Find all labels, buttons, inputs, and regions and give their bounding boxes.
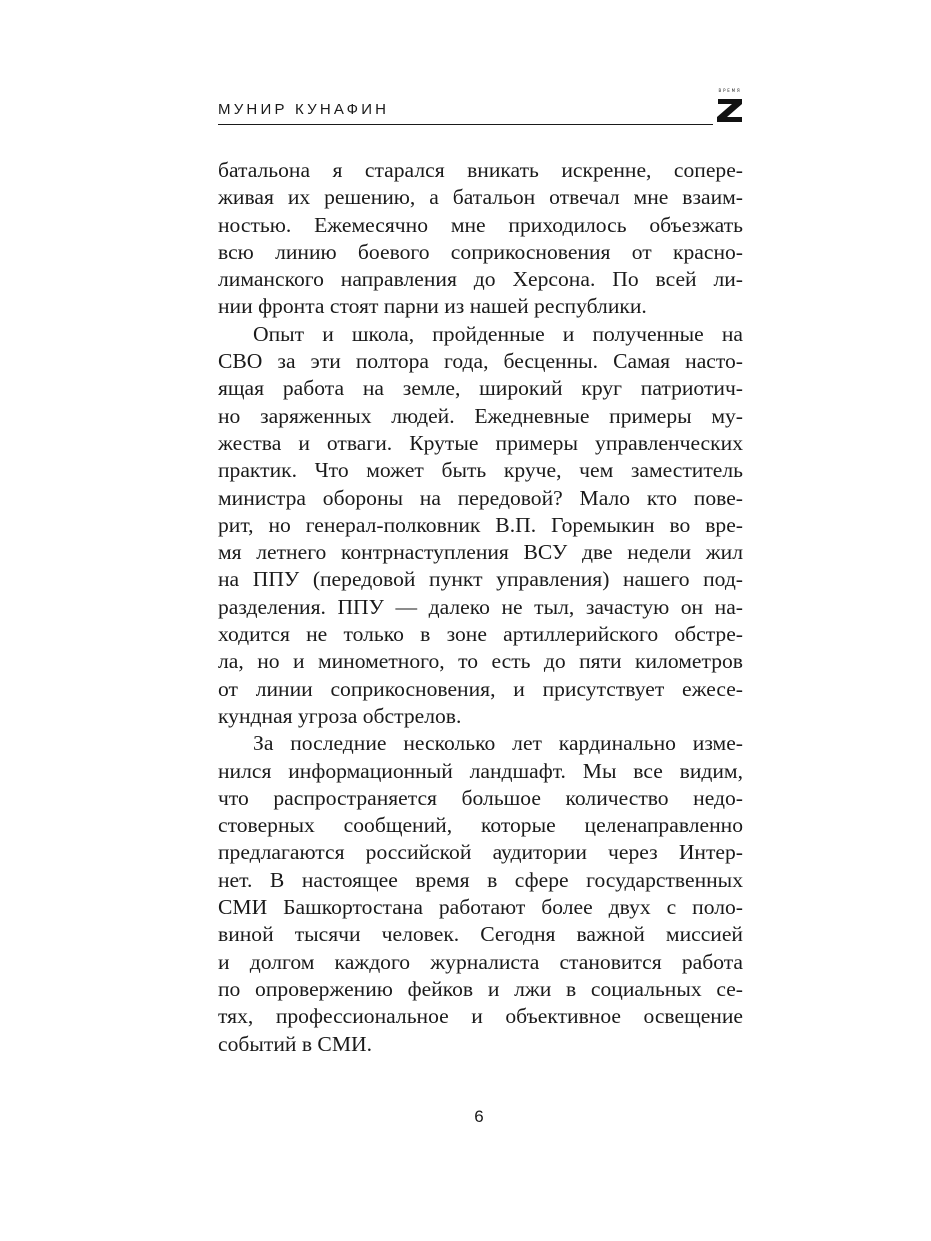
text-line: За последние несколько лет кардинально изме- xyxy=(253,731,743,756)
logo-caption: ВРЕМЯ xyxy=(718,88,742,93)
text-line: ла, но и минометного, то есть до пяти километров xyxy=(218,649,743,674)
text-line: нии фронта стоят парни из нашей республики. xyxy=(218,294,647,319)
text-line: что распространяется большое количество недо- xyxy=(218,785,743,810)
text-line: живая их решению, а батальон отвечал мне взаим- xyxy=(218,185,743,210)
text-line: лиманского направления до Херсона. По всей ли- xyxy=(218,267,743,292)
publisher-logo xyxy=(715,88,745,128)
text-line: всю линию боевого соприкосновения от красно- xyxy=(218,239,743,264)
text-line: мя летнего контрнаступления ВСУ две недели жил xyxy=(218,540,743,565)
text-line: СВО за эти полтора года, бесценны. Самая насто- xyxy=(218,349,743,374)
text-line: разделения. ППУ — далеко не тыл, зачастую он на- xyxy=(218,594,743,619)
text-line: министра обороны на передовой? Мало кто пове- xyxy=(218,485,743,510)
text-line: ностью. Ежемесячно мне приходилось объезжать xyxy=(218,212,743,237)
text-line: практик. Что может быть круче, чем заместитель xyxy=(218,458,743,483)
author-name: МУНИР КУНАФИН xyxy=(218,101,390,118)
text-line: по опровержению фейков и лжи в социальных се- xyxy=(218,976,743,1001)
text-line: на ППУ (передовой пункт управления) нашего под- xyxy=(218,567,743,592)
text-line: событий в СМИ. xyxy=(218,1031,373,1056)
text-line: ящая работа на земле, широкий круг патриотич- xyxy=(218,376,743,401)
text-line: жества и отваги. Крутые примеры управленческих xyxy=(218,430,743,455)
text-line: нет. В настоящее время в сфере государственных xyxy=(218,867,743,892)
text-line: виной тысячи человек. Сегодня важной миссией xyxy=(218,922,743,947)
body-text xyxy=(218,157,743,1058)
text-line: стоверных сообщений, которые целенаправленно xyxy=(218,813,743,838)
z-logo-icon xyxy=(715,96,745,124)
text-line: Опыт и школа, пройденные и полученные на xyxy=(253,321,743,346)
text-line: и долгом каждого журналиста становится работа xyxy=(218,949,743,974)
page-number: 6 xyxy=(474,1107,484,1126)
running-head xyxy=(218,88,743,130)
text-line: но заряженных людей. Ежедневные примеры му- xyxy=(218,403,743,428)
text-line: кундная угроза обстрелов. xyxy=(218,703,462,728)
text-line: рит, но генерал-полковник В.П. Горемыкин во вре- xyxy=(218,512,743,537)
text-line: СМИ Башкортостана работают более двух с поло- xyxy=(218,895,743,920)
text-line: ходится не только в зоне артиллерийского обстре- xyxy=(218,622,743,647)
text-line: нился информационный ландшафт. Мы все видим, xyxy=(218,758,743,783)
header-rule xyxy=(218,124,713,125)
text-line: батальона я старался вникать искренне, сопере- xyxy=(218,158,743,182)
text-line: от линии соприкосновения, и присутствует ежесе- xyxy=(218,676,743,701)
text-line: тях, профессиональное и объективное освещение xyxy=(218,1004,743,1029)
text-line: предлагаются российской аудитории через Интер- xyxy=(218,840,743,865)
